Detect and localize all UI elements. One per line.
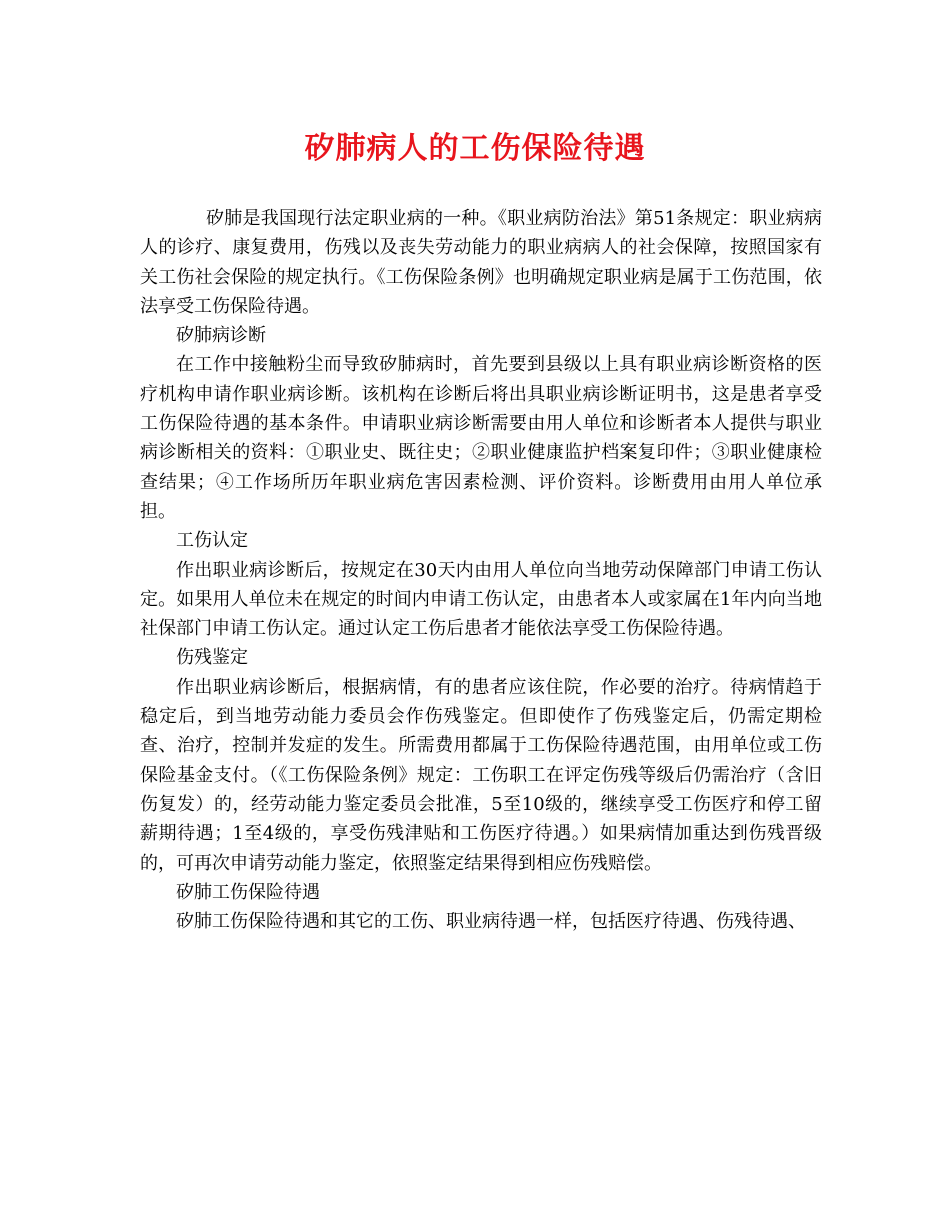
insurance-benefits-paragraph: 矽肺工伤保险待遇和其它的工伤、职业病待遇一样，包括医疗待遇、伤残待遇、 xyxy=(176,911,806,933)
document-body xyxy=(140,204,822,936)
disability-assessment-paragraph: 作出职业病诊断后，根据病情，有的患者应该住院，作必要的治疗。待病情趋于稳定后，到当地劳动能力委员会作伤残鉴定。但即使作了伤残鉴定后，仍需定期检查、治疗，控制并发症的发生。所需费用都属于工伤保险待遇范围，由用单位或工伤保险基金支付。（《工伤保险条例》规定：工伤职工在评定伤残等级后仍需治疗（含旧伤复发）的，经劳动能力鉴定委员会批准，5至10级的，继续享受工伤医疗和停工留薪期待遇；1至4级的，享受伤残津贴和工伤医疗待遇。）如果病情加重达到伤残晋级的，可再次申请劳动能力鉴定，依照鉴定结果得到相应伤残赔偿。 xyxy=(140,676,822,874)
document-title: 矽肺病人的工伤保险待遇 xyxy=(304,131,646,166)
diagnosis-paragraph: 在工作中接触粉尘而导致矽肺病时，首先要到县级以上具有职业病诊断资格的医疗机构申请作职业病诊断。该机构在诊断后将出具职业病诊断证明书，这是患者享受工伤保险待遇的基本条件。申请职业病诊断需要由用人单位和诊断者本人提供与职业病诊断相关的资料：①职业史、既往史；②职业健康监护档案复印件；③职业健康检查结果；④工作场所历年职业病危害因素检测、评价资料。诊断费用由用人单位承担。 xyxy=(140,354,822,522)
section-heading-disability-assessment: 伤残鉴定 xyxy=(176,647,248,669)
injury-recognition-paragraph: 作出职业病诊断后，按规定在30天内由用人单位向当地劳动保障部门申请工伤认定。如果用人单位未在规定的时间内申请工伤认定，由患者本人或家属在1年内向当地社保部门申请工伤认定。通过认定工伤后患者才能依法享受工伤保险待遇。 xyxy=(140,559,822,640)
section-heading-insurance-benefits: 矽肺工伤保险待遇 xyxy=(176,881,320,903)
section-heading-diagnosis: 矽肺病诊断 xyxy=(176,325,266,347)
intro-paragraph: 矽肺是我国现行法定职业病的一种。《职业病防治法》第51条规定：职业病病人的诊疗、康复费用，伤残以及丧失劳动能力的职业病病人的社会保障，按照国家有关工伤社会保险的规定执行。《工伤保险条例》也明确规定职业病是属于工伤范围，依法享受工伤保险待遇。 xyxy=(140,208,822,317)
section-heading-injury-recognition: 工伤认定 xyxy=(176,530,248,552)
